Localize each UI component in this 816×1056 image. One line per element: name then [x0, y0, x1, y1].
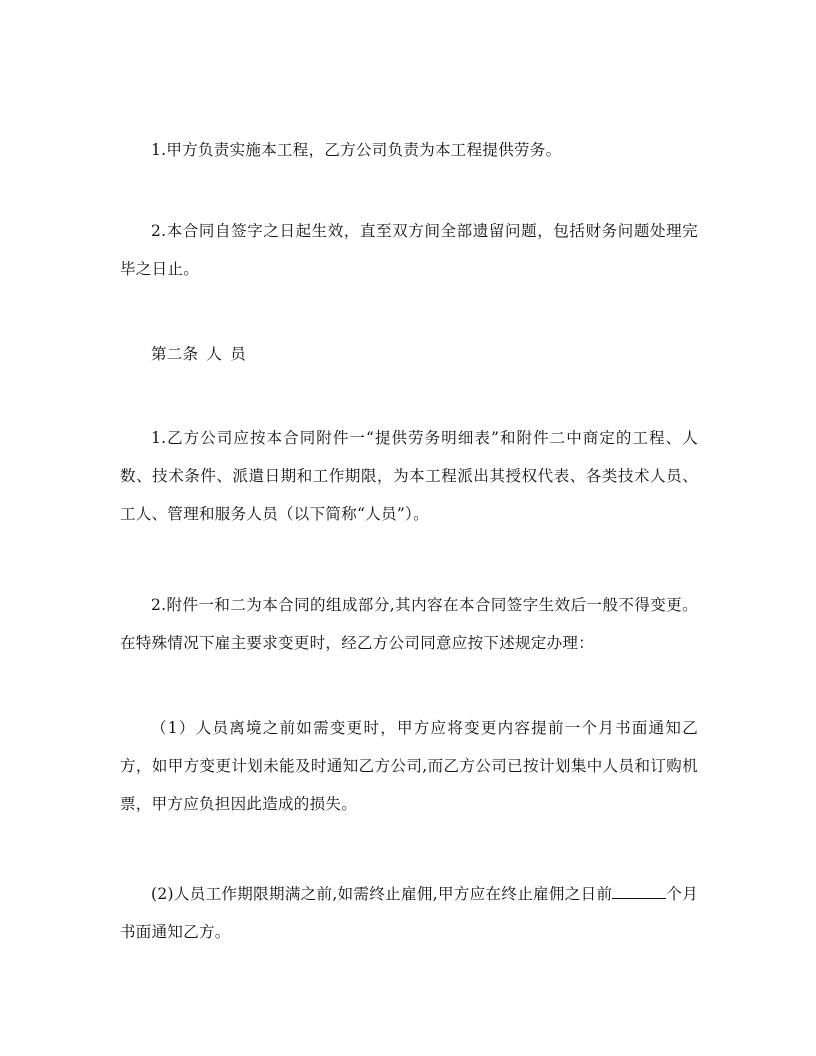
paragraph-clause-2-2-2: [120, 875, 698, 951]
paragraph-clause-2-1: 1.乙方公司应按本合同附件一“提供劳务明细表”和附件二中商定的工程、人数、技术条件、派遣日期和工作期限，为本工程派出其授权代表、各类技术人员、工人、管理和服务人员（以下简称“人员”）。: [120, 429, 698, 523]
clause-2-2-2-text-before: (2)人员工作期限期满之前,如需终止雇佣,甲方应在终止雇佣之日前: [151, 885, 613, 903]
article-heading-word-1: 人: [206, 345, 223, 363]
article-heading-number: 第二条: [151, 345, 199, 363]
fill-in-blank-line: [612, 884, 666, 899]
clause-2-2-2-text-after: 个月书面通知乙方。: [120, 885, 698, 941]
paragraph-clause-2-2-1: （1）人员离境之前如需变更时，甲方应将变更内容提前一个月书面通知乙方，如甲方变更计划未能及时通知乙方公司,而乙方公司已按计划集中人员和订购机票，甲方应负担因此造成的损失。: [120, 719, 698, 813]
paragraph-clause-1-2: 2.本合同自签字之日起生效，直至双方间全部遗留问题，包括财务问题处理完毕之日止。: [120, 222, 698, 278]
paragraph-clause-2-2: 2.附件一和二为本合同的组成部分,其内容在本合同签字生效后一般不得变更。在特殊情况下雇主要求变更时，经乙方公司同意应按下述规定办理：: [120, 596, 698, 652]
paragraph-clause-1-1: 1.甲方负责实施本工程，乙方公司负责为本工程提供劳务。: [151, 141, 562, 159]
article-heading-word-2: 员: [230, 345, 247, 363]
article-heading: [120, 335, 246, 373]
